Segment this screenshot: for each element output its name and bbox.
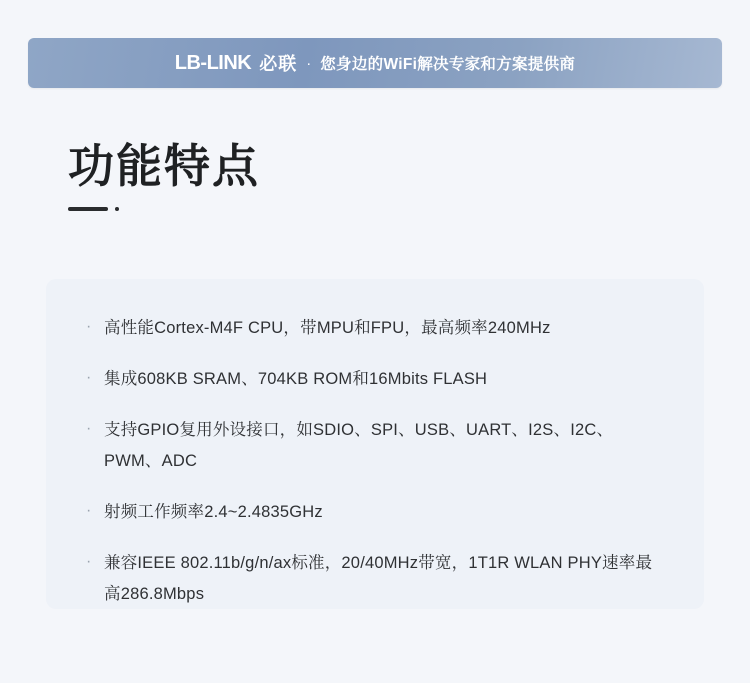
brand-banner-content bbox=[175, 50, 575, 76]
feature-text: 集成608KB SRAM、704KB ROM和16Mbits FLASH bbox=[104, 370, 488, 388]
title-underline-decoration bbox=[68, 207, 260, 211]
brand-separator: · bbox=[306, 54, 312, 72]
bullet-icon: · bbox=[86, 420, 92, 437]
feature-text: 支持GPIO复用外设接口，如SDIO、SPI、USB、UART、I2S、I2C、PWM、ADC bbox=[104, 421, 614, 470]
brand-slogan: 您身边的WiFi解决专家和方案提供商 bbox=[320, 56, 576, 73]
bullet-icon: · bbox=[86, 502, 92, 519]
underline-dot-icon bbox=[115, 207, 119, 211]
section-title-block bbox=[68, 140, 260, 211]
bullet-icon: · bbox=[86, 318, 92, 335]
list-item bbox=[86, 313, 658, 344]
bullet-icon: · bbox=[86, 369, 92, 386]
list-item bbox=[86, 364, 658, 395]
feature-card bbox=[46, 279, 704, 609]
feature-list bbox=[46, 279, 704, 610]
brand-logo: LB-LINK bbox=[174, 51, 252, 74]
brand-name-cn: 必联 bbox=[259, 54, 298, 74]
feature-text: 兼容IEEE 802.11b/g/n/ax标准，20/40MHz带宽，1T1R WLAN PHY速率最高286.8Mbps bbox=[104, 554, 653, 603]
list-item bbox=[86, 497, 658, 528]
list-item bbox=[86, 415, 658, 477]
brand-banner bbox=[28, 38, 722, 88]
bullet-icon: · bbox=[86, 553, 92, 570]
feature-text: 射频工作频率2.4~2.4835GHz bbox=[104, 503, 323, 521]
feature-text: 高性能Cortex-M4F CPU，带MPU和FPU，最高频率240MHz bbox=[104, 319, 551, 337]
page-title: 功能特点 bbox=[68, 140, 260, 192]
underline-bar-icon bbox=[68, 207, 108, 211]
list-item bbox=[86, 548, 658, 610]
